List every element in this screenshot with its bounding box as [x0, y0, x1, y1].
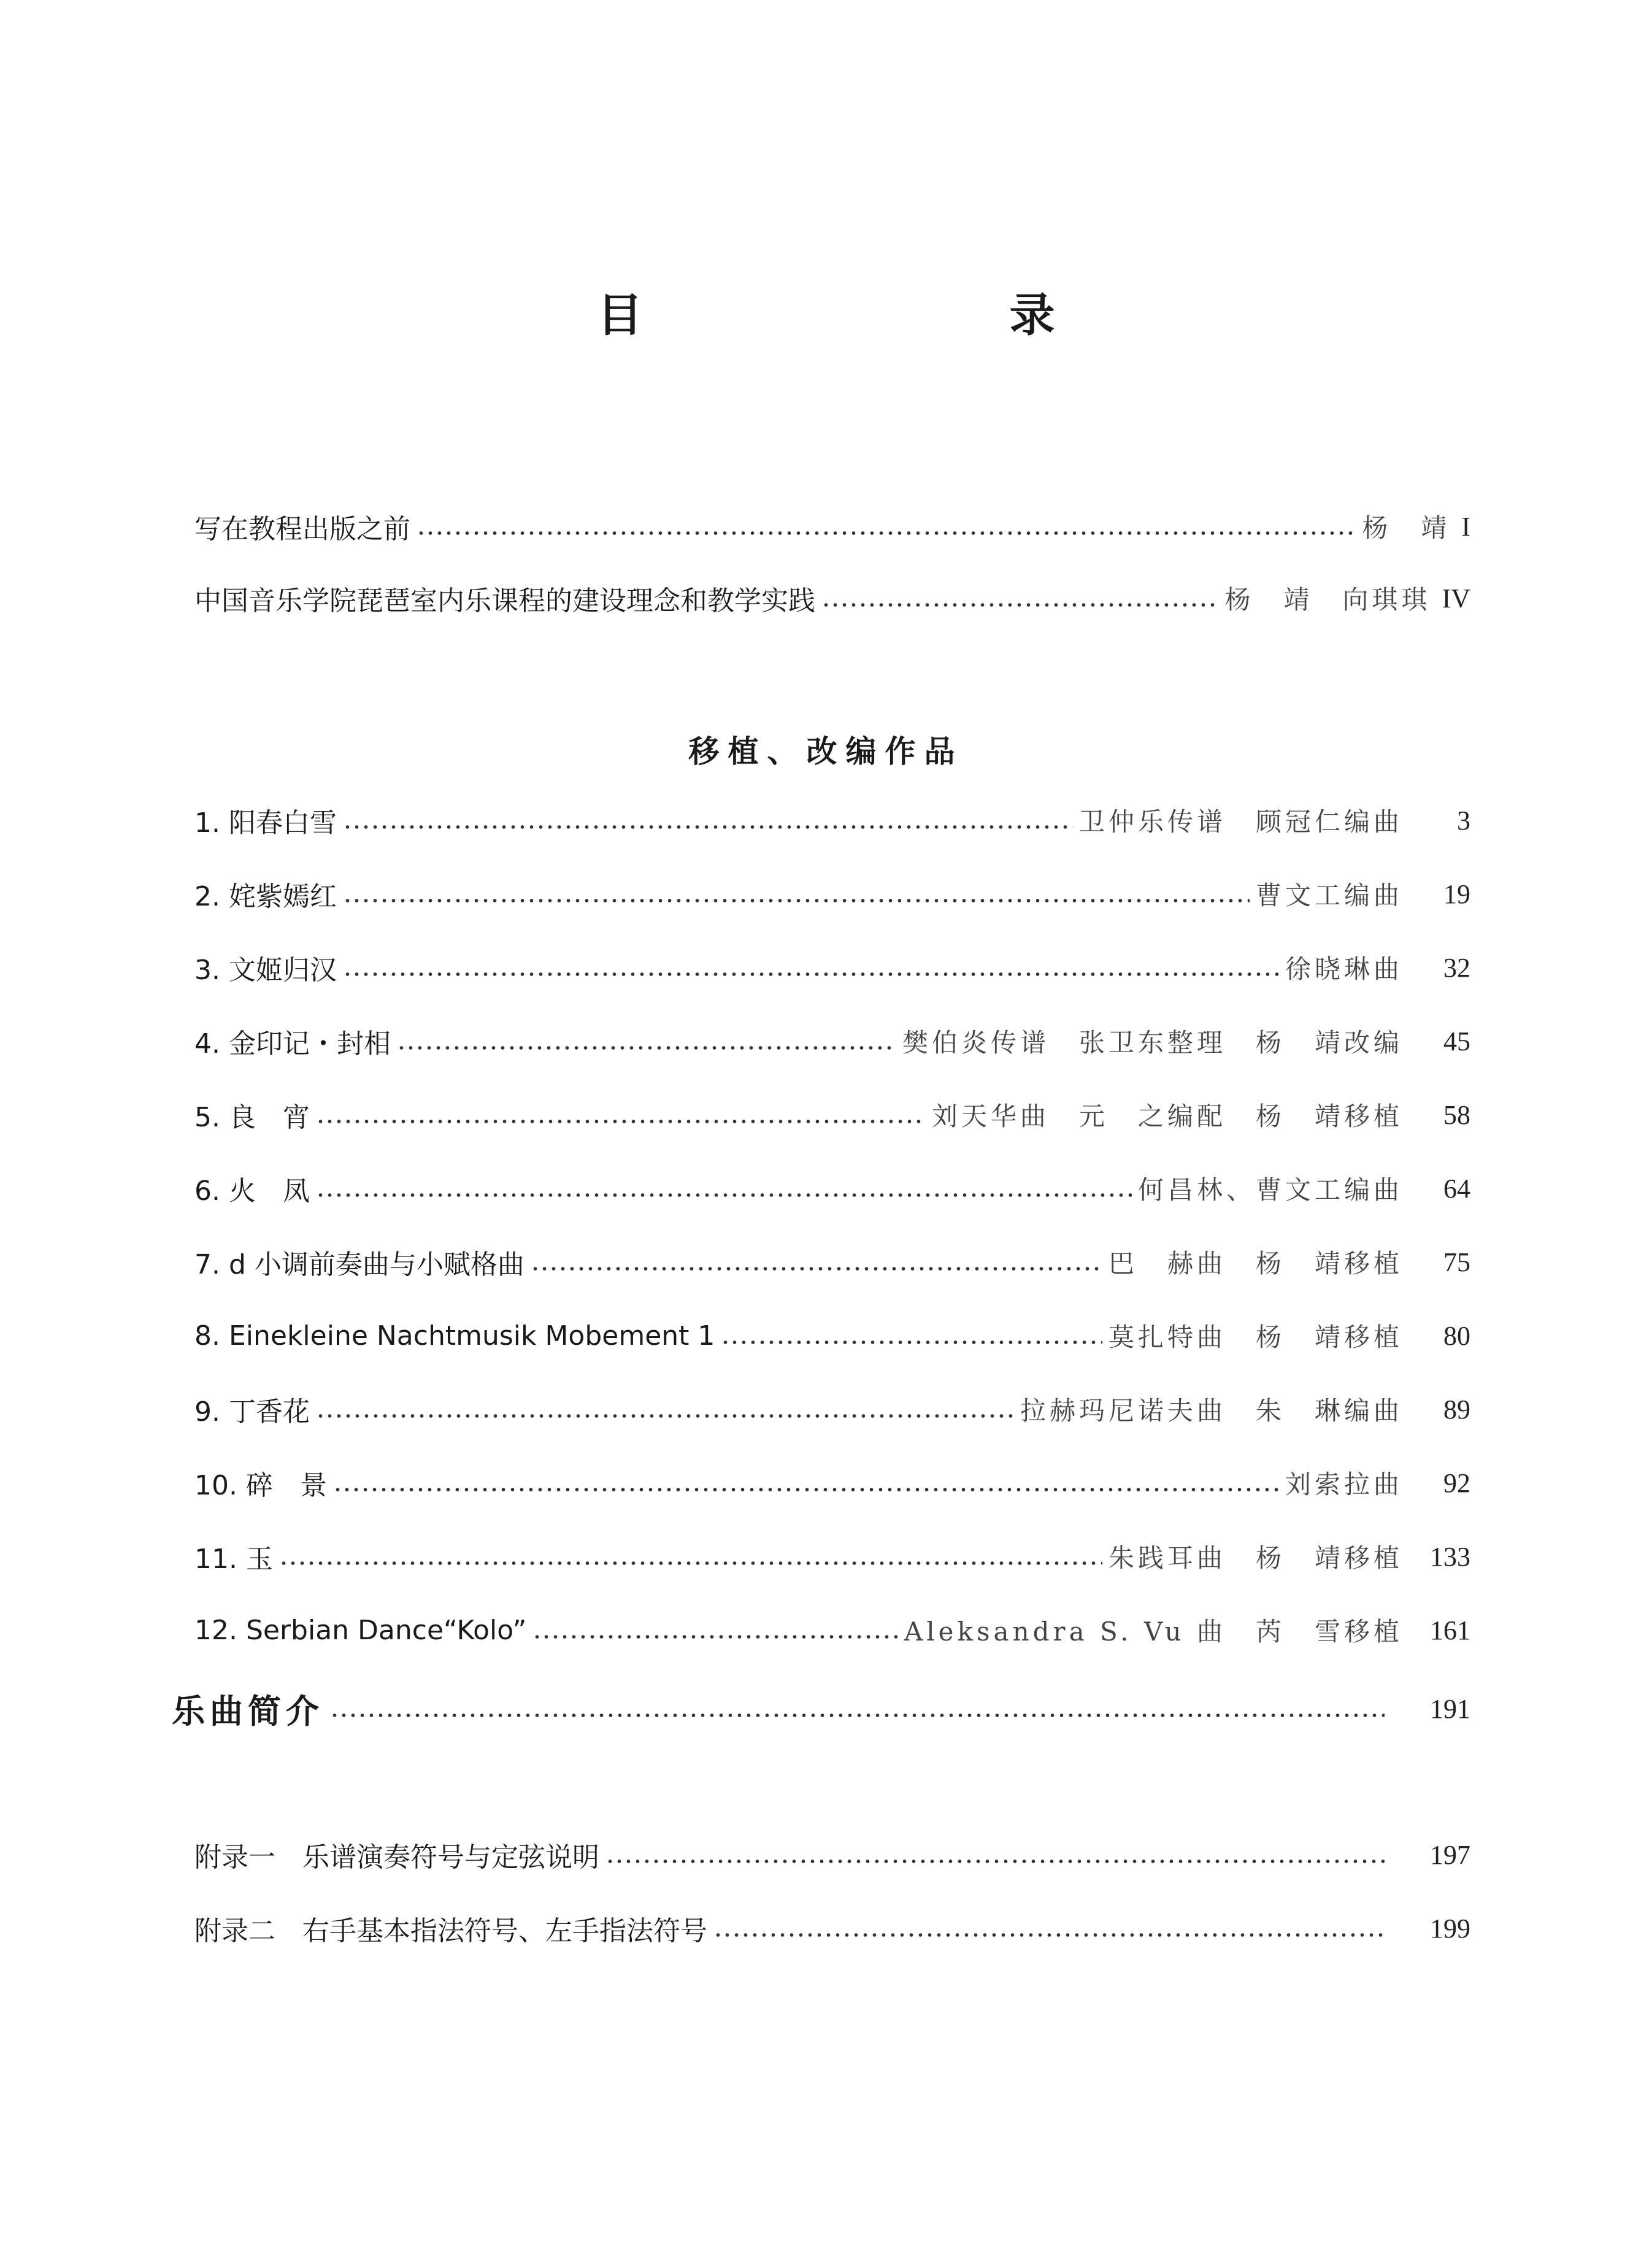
entry-author: 徐晓琳曲 [1285, 954, 1403, 984]
entry-title: 4. 金印记・封相 [194, 1028, 391, 1060]
dot-leader [316, 1119, 926, 1124]
dot-leader [333, 1487, 1279, 1492]
entry-author: 朱践耳曲 杨 靖移植 [1108, 1543, 1403, 1573]
toc-entry-course-article[interactable] [194, 574, 1470, 623]
toc-entry[interactable] [194, 1090, 1470, 1139]
toc-entry[interactable] [194, 1311, 1470, 1360]
dot-leader [343, 898, 1250, 903]
dot-leader [531, 1266, 1102, 1271]
entry-page: 80 [1443, 1320, 1470, 1351]
toc-entry[interactable] [194, 1385, 1470, 1434]
entry-author: 杨 靖 向琪琪 [1224, 585, 1431, 615]
dot-leader [316, 1414, 1014, 1418]
entry-page: 191 [1430, 1693, 1470, 1724]
toc-entry[interactable] [194, 869, 1470, 918]
dot-leader [532, 1634, 897, 1639]
entry-title: 附录一 乐谱演奏符号与定弦说明 [194, 1842, 599, 1873]
toc-entry[interactable] [194, 1017, 1470, 1066]
toc-entry[interactable] [194, 1458, 1470, 1507]
toc-entry[interactable] [194, 1164, 1470, 1213]
entry-title: 10. 碎 景 [194, 1470, 327, 1501]
toc-entry[interactable] [194, 796, 1470, 845]
entry-title: 3. 文姬归汉 [194, 955, 337, 986]
entry-title: 11. 玉 [194, 1544, 273, 1575]
entry-page: 3 [1457, 805, 1470, 836]
entry-title: 2. 姹紫嫣红 [194, 881, 337, 912]
entry-title: 12. Serbian Dance“Kolo” [194, 1614, 527, 1646]
entry-page: 133 [1430, 1541, 1470, 1572]
entry-page: 32 [1443, 952, 1470, 983]
entry-title: 附录二 右手基本指法符号、左手指法符号 [194, 1915, 707, 1947]
toc-entry-notes[interactable] [172, 1684, 1470, 1733]
dot-leader [330, 1713, 1385, 1718]
dot-leader [721, 1340, 1102, 1345]
entry-title: 9. 丁香花 [194, 1396, 310, 1428]
entry-title: 5. 良 宵 [194, 1102, 310, 1133]
entry-author: 莫扎特曲 杨 靖移植 [1108, 1322, 1403, 1352]
dot-leader [343, 972, 1279, 977]
entry-author: 巴 赫曲 杨 靖移植 [1108, 1248, 1403, 1279]
entry-page: 45 [1443, 1026, 1470, 1056]
entry-title: 乐曲简介 [172, 1691, 324, 1731]
entry-author: 刘天华曲 元 之编配 杨 靖移植 [931, 1101, 1403, 1131]
entry-title: 7. d 小调前奏曲与小赋格曲 [194, 1249, 524, 1280]
dot-leader [343, 825, 1073, 829]
entry-author: 拉赫玛尼诺夫曲 朱 琳编曲 [1020, 1396, 1403, 1426]
dot-leader [279, 1561, 1102, 1566]
toc-entry-appendix[interactable] [194, 1830, 1470, 1879]
entry-title: 写在教程出版之前 [194, 513, 410, 545]
entry-page: 75 [1443, 1247, 1470, 1277]
dot-leader [821, 602, 1219, 607]
toc-entry[interactable] [194, 943, 1470, 992]
section-heading: 移植、改编作品 [688, 733, 964, 769]
toc-entry[interactable] [194, 1532, 1470, 1581]
page-title: 目 录 [597, 289, 1147, 342]
toc-entry[interactable] [194, 1606, 1470, 1655]
entry-page: 64 [1443, 1173, 1470, 1204]
toc-entry-preface[interactable] [194, 502, 1470, 551]
entry-page: 197 [1430, 1839, 1470, 1870]
entry-title: 中国音乐学院琵琶室内乐课程的建设理念和教学实践 [194, 585, 815, 617]
entry-author: 何昌林、曹文工编曲 [1137, 1175, 1403, 1205]
entry-author: 杨 靖 [1362, 513, 1451, 543]
entry-title: 8. Einekleine Nachtmusik Mobement 1 [194, 1320, 715, 1352]
toc-entry[interactable] [194, 1237, 1470, 1287]
entry-page: 92 [1443, 1467, 1470, 1498]
dot-leader [605, 1859, 1385, 1864]
entry-author: 曹文工编曲 [1255, 880, 1403, 910]
entry-author: 樊伯炎传谱 张卫东整理 杨 靖改编 [902, 1028, 1403, 1058]
entry-page: 199 [1430, 1913, 1470, 1944]
entry-page: I [1461, 511, 1470, 542]
entry-author: 卫仲乐传谱 顾冠仁编曲 [1078, 807, 1403, 837]
entry-page: IV [1442, 583, 1470, 614]
entry-page: 89 [1443, 1394, 1470, 1425]
dot-leader [713, 1933, 1385, 1937]
entry-page: 19 [1443, 879, 1470, 909]
entry-title: 6. 火 凤 [194, 1175, 310, 1207]
entry-page: 58 [1443, 1099, 1470, 1130]
entry-page: 161 [1430, 1615, 1470, 1645]
entry-author: Aleksandra S. Vu 曲 芮 雪移植 [904, 1617, 1403, 1647]
toc-entry-appendix[interactable] [194, 1904, 1470, 1953]
dot-leader [417, 531, 1356, 536]
entry-title: 1. 阳春白雪 [194, 807, 337, 839]
dot-leader [397, 1045, 896, 1050]
dot-leader [316, 1193, 1132, 1198]
entry-author: 刘索拉曲 [1285, 1469, 1403, 1499]
